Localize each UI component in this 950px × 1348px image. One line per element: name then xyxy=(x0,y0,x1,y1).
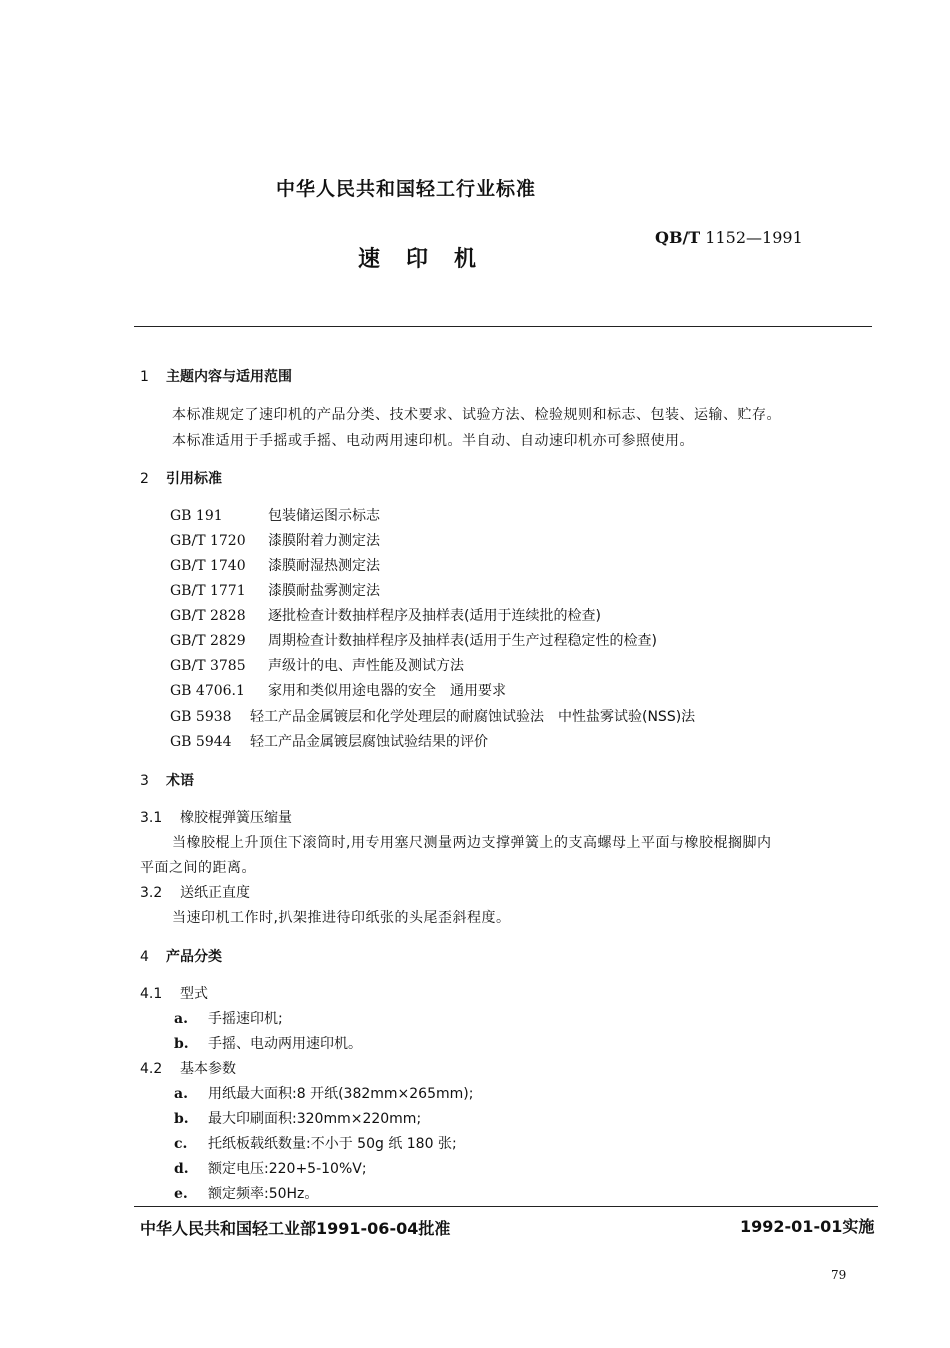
reference-item xyxy=(170,555,380,575)
reference-item xyxy=(170,530,380,550)
section-number: 1 xyxy=(140,369,149,385)
reference-item xyxy=(170,731,488,751)
reference-code: GB/T 2828 xyxy=(170,608,246,624)
reference-code: GB/T 1771 xyxy=(170,583,246,599)
subsection-title: 型式 xyxy=(180,986,208,1002)
section-1-paragraph-1: 本标准规定了速印机的产品分类、技术要求、试验方法、检验规则和标志、包装、运输、贮存。 xyxy=(172,407,781,423)
section-number: 3 xyxy=(140,773,149,789)
list-item-label: c. xyxy=(174,1136,188,1152)
subsection-number: 3.2 xyxy=(140,885,163,901)
subsection-4-1-heading xyxy=(140,983,208,1003)
reference-code: GB/T 2829 xyxy=(170,633,246,649)
subsection-number: 3.1 xyxy=(140,810,163,826)
reference-name: 包装储运图示标志 xyxy=(268,508,380,524)
list-item-text: 托纸板载纸数量:不小于 50g 纸 180 张; xyxy=(208,1136,457,1152)
reference-name: 轻工产品金属镀层和化学处理层的耐腐蚀试验法 中性盐雾试验(NSS)法 xyxy=(250,709,696,725)
reference-item xyxy=(170,655,464,675)
section-title: 主题内容与适用范围 xyxy=(166,369,292,385)
standard-code-prefix: QB/T xyxy=(655,228,701,247)
section-title: 产品分类 xyxy=(166,949,222,965)
list-item xyxy=(174,1033,362,1053)
reference-code: GB 5938 xyxy=(170,709,232,725)
list-item-text: 手摇速印机; xyxy=(208,1011,283,1027)
subsection-3-2-paragraph: 当速印机工作时,扒架推进待印纸张的头尾歪斜程度。 xyxy=(172,910,511,926)
reference-code: GB 4706.1 xyxy=(170,683,245,699)
section-title: 引用标准 xyxy=(166,471,222,487)
reference-name: 漆膜耐湿热测定法 xyxy=(268,558,380,574)
reference-item xyxy=(170,630,657,650)
list-item-label: a. xyxy=(174,1086,188,1102)
list-item xyxy=(174,1133,457,1153)
section-number: 2 xyxy=(140,471,149,487)
list-item-label: b. xyxy=(174,1036,189,1052)
reference-name: 轻工产品金属镀层腐蚀试验结果的评价 xyxy=(250,734,488,750)
list-item xyxy=(174,1183,318,1203)
approval-line: 中华人民共和国轻工业部1991-06-04批准 xyxy=(140,1219,451,1238)
list-item-text: 用纸最大面积:8 开纸(382mm×265mm); xyxy=(208,1086,474,1102)
bottom-divider xyxy=(134,1206,878,1207)
section-title: 术语 xyxy=(166,773,194,789)
section-number: 4 xyxy=(140,949,149,965)
standard-code xyxy=(655,228,803,247)
section-2-heading xyxy=(140,468,222,488)
subsection-3-1-paragraph-1: 当橡胶棍上升顶住下滚筒时,用专用塞尺测量两边支撑弹簧上的支高螺母上平面与橡胶棍搁脚内 xyxy=(172,835,772,851)
document-title: 速印机 xyxy=(358,247,503,272)
reference-code: GB/T 1740 xyxy=(170,558,246,574)
reference-code: GB/T 1720 xyxy=(170,533,246,549)
list-item-label: e. xyxy=(174,1186,188,1202)
section-1-heading xyxy=(140,366,292,386)
reference-name: 逐批检查计数抽样程序及抽样表(适用于连续批的检查) xyxy=(268,608,601,624)
list-item-text: 额定电压:220+5-10%V; xyxy=(208,1161,367,1177)
reference-name: 家用和类似用途电器的安全 通用要求 xyxy=(268,683,506,699)
subsection-number: 4.2 xyxy=(140,1061,163,1077)
reference-item xyxy=(170,580,380,600)
reference-code: GB/T 3785 xyxy=(170,658,246,674)
subsection-title: 橡胶棍弹簧压缩量 xyxy=(180,810,292,826)
top-divider xyxy=(134,326,872,327)
subsection-3-1-paragraph-2: 平面之间的距离。 xyxy=(140,860,256,876)
standard-code-number: 1152—1991 xyxy=(700,228,803,247)
section-4-heading xyxy=(140,946,222,966)
subsection-4-2-heading xyxy=(140,1058,236,1078)
reference-item xyxy=(170,505,380,525)
reference-code: GB 5944 xyxy=(170,734,232,750)
page-number: 79 xyxy=(831,1268,847,1282)
standard-category: 中华人民共和国轻工行业标准 xyxy=(276,178,537,200)
list-item xyxy=(174,1108,421,1128)
subsection-title: 基本参数 xyxy=(180,1061,236,1077)
reference-code: GB 191 xyxy=(170,508,223,524)
list-item-text: 手摇、电动两用速印机。 xyxy=(208,1036,362,1052)
list-item xyxy=(174,1008,283,1028)
list-item xyxy=(174,1158,367,1178)
section-1-paragraph-2: 本标准适用于手摇或手摇、电动两用速印机。半自动、自动速印机亦可参照使用。 xyxy=(172,433,694,449)
list-item-label: d. xyxy=(174,1161,189,1177)
subsection-3-1-heading xyxy=(140,807,292,827)
subsection-3-2-heading xyxy=(140,882,250,902)
reference-name: 漆膜耐盐雾测定法 xyxy=(268,583,380,599)
list-item xyxy=(174,1083,473,1103)
section-3-heading xyxy=(140,770,194,790)
list-item-label: a. xyxy=(174,1011,188,1027)
reference-name: 漆膜附着力测定法 xyxy=(268,533,380,549)
reference-name: 声级计的电、声性能及测试方法 xyxy=(268,658,464,674)
reference-item xyxy=(170,605,601,625)
list-item-text: 额定频率:50Hz。 xyxy=(208,1186,319,1202)
effective-date: 1992-01-01实施 xyxy=(740,1217,875,1236)
reference-item xyxy=(170,706,695,726)
reference-item xyxy=(170,680,506,700)
subsection-number: 4.1 xyxy=(140,986,163,1002)
reference-name: 周期检查计数抽样程序及抽样表(适用于生产过程稳定性的检查) xyxy=(268,633,657,649)
list-item-label: b. xyxy=(174,1111,189,1127)
list-item-text: 最大印刷面积:320mm×220mm; xyxy=(208,1111,422,1127)
subsection-title: 送纸正直度 xyxy=(180,885,250,901)
